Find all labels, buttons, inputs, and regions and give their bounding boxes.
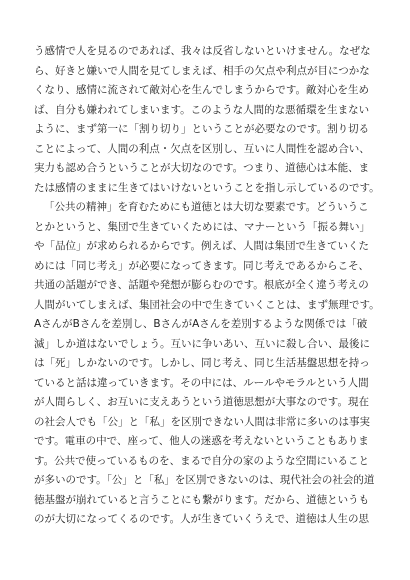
text-line: 共通の話題ができ、話題や発想が膨らむのです。根底が全く違う考えの <box>34 279 369 291</box>
text-line: す。公共で使っているものを、まるで自分の家のような空間にいること <box>34 454 370 467</box>
text-line: 実力も認め合うということが大切なのです。つまり、道徳心は本能、ま <box>34 162 370 174</box>
text-line: めには「同じ考え」が必要になってきます。同じ考えであるからこそ、 <box>34 259 369 272</box>
text-line: 「公共の精神」を育むためにも道徳とは大切な要素です。どういうこ <box>44 201 369 213</box>
text-line: 徳基盤が崩れていると言うことにも繋がります。だから、道徳というも <box>34 493 370 506</box>
text-line: の社会人でも「公」と「私」を区別できない人間は非常に多いのは事実 <box>34 415 370 428</box>
text-line: や「品位」が求められるからです。例えば、人間は集団で生きていくた <box>34 240 370 252</box>
text-line: ば、自分も嫌われてしまいます。このような人間的な悪循環を生まない <box>34 103 370 116</box>
text-line: ていると話は違っていきます。その中には、ルールやモラルという人間 <box>34 376 369 389</box>
text-line: ら、好きと嫌いで人間を見てしまえば、相手の欠点や利点が目につかな <box>34 64 370 77</box>
text-line: たは感情のままに生きてはいけないということを指し示しているのです。 <box>34 181 380 194</box>
text-line: う感情で人を見るのであれば、我々は反省しないといけません。なぜな <box>34 45 371 57</box>
body-text <box>34 42 380 530</box>
text-line: です。電車の中で、座って、他人の迷惑を考えないということもありま <box>34 435 369 447</box>
text-line: が人間らしく、お互いに支えあうという道徳思想が大事なのです。現在 <box>34 396 369 408</box>
text-line: のが大切になってくるのです。人が生きていくうえで、道徳は人生の思 <box>34 513 369 525</box>
text-line: 人間がいてしまえば、集団社会の中で生きていくことは、まず無理です。 <box>34 298 380 311</box>
text-line: ように、まず第一に「割り切り」ということが必要なのです。割り切る <box>34 123 370 135</box>
text-line: は「死」しかないのです。しかし、同じ考え、同じ生活基盤思想を持っ <box>34 357 370 369</box>
text-line: とかというと、集団で生きていくためには、マナーという「振る舞い」 <box>34 220 370 233</box>
text-line: AさんがBさんを差別し、BさんがAさんを差別するような関係では「破 <box>34 318 368 330</box>
text-line: が多いのです。「公」と「私」を区別できないのは、現代社会の社会的道 <box>34 474 375 486</box>
text-line: 滅」しか道はないでしょう。互いに争いあい、互いに殺し合い、最後に <box>34 337 370 350</box>
text-line: くなり、感情に流されて敵対心を生んでしまうからです。敵対心を生め <box>34 84 370 96</box>
text-line: ことによって、人間の利点・欠点を区別し、互いに人間性を認め合い、 <box>34 142 370 155</box>
